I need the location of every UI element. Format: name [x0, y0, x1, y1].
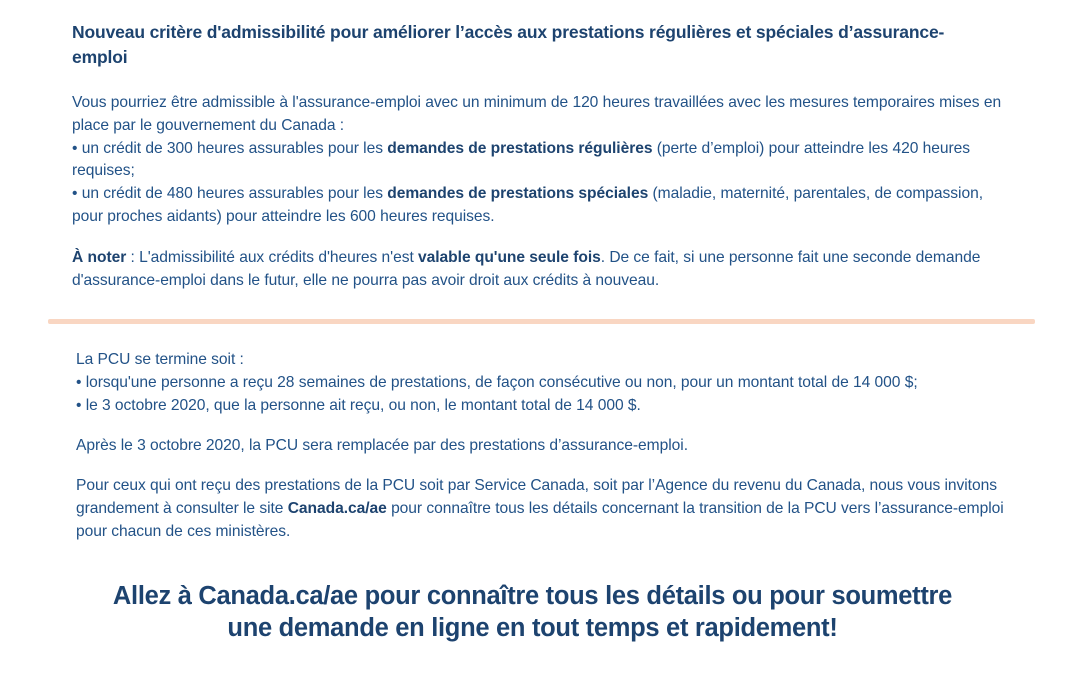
paragraph-pcu-replacement: Après le 3 octobre 2020, la PCU sera remplacée par des prestations d’assurance-emploi.: [76, 436, 688, 454]
paragraph-pcu-transition: [76, 475, 1012, 544]
paragraph-pcu-end-conditions: [76, 349, 1012, 418]
bullet-special-benefits-pre: • un crédit de 480 heures assurables pour les: [72, 185, 388, 203]
transition-text-part-1: Pour ceux qui ont reçu des prestations de la PCU soit par Service Canada, soit par l’Agence du revenu du Canada, nous vous invitons grandement à consulter le site: [76, 476, 997, 517]
page-title: Nouveau critère d'admissibilité pour améliorer l’accès aux prestations régulières et spéciales d’assurance-emploi: [72, 22, 945, 67]
cta-line-1: Allez à Canada.ca/ae pour connaître tous les détails ou pour soumettre: [112, 582, 953, 610]
bullet-regular-benefits-pre: • un crédit de 300 heures assurables pour les: [72, 139, 388, 157]
note-emphasis: valable qu'une seule fois: [418, 249, 601, 267]
transition-text-part-2: pour connaître tous les détails concernant la transition de la PCU vers l’assurance-emploi pour chacun de ces ministères.: [76, 499, 1004, 540]
note-label: À noter: [72, 249, 127, 267]
bullet-special-benefits-bold: demandes de prestations spéciales: [387, 185, 649, 203]
pcu-bullet-date: • le 3 octobre 2020, que la personne ait reçu, ou non, le montant total de 14 000 $.: [76, 396, 641, 414]
paragraph-note: [72, 247, 1008, 293]
note-text-part-2: . De ce fait, si une personne fait une seconde demande d'assurance-emploi dans le futur, elle ne pourra pas avoir droit aux crédits à nouveau.: [72, 249, 981, 290]
cta-line-2: une demande en ligne en tout temps et rapidement!: [227, 614, 838, 643]
section-divider: [48, 319, 1035, 324]
paragraph-eligibility-criteria: [72, 92, 1008, 230]
paragraph-text-intro: Vous pourriez être admissible à l'assurance-emploi avec un minimum de 120 heures travaillées avec les mesures temporaires mises en place par le gouvernement du Canada :: [72, 93, 1002, 134]
bullet-regular-benefits-post: (perte d’emploi) pour atteindre les 420 heures requises;: [72, 139, 970, 180]
pcu-bullet-weeks: • lorsqu'une personne a reçu 28 semaines de prestations, de façon consécutive ou non, pour un montant total de 14 000 $;: [76, 373, 918, 391]
section-pcu: [76, 349, 1012, 560]
section-ei-eligibility: [72, 20, 1008, 293]
call-to-action: [60, 580, 1005, 644]
pcu-intro-text: La PCU se termine soit :: [76, 351, 244, 368]
bullet-special-benefits-post: (maladie, maternité, parentales, de compassion, pour proches aidants) pour atteindre les 600 heures requises.: [72, 185, 983, 226]
canada-ca-ae-link[interactable]: Canada.ca/ae: [287, 499, 387, 517]
note-text-part-1: : L'admissibilité aux crédits d'heures n'est: [126, 249, 419, 267]
bullet-regular-benefits-bold: demandes de prestations régulières: [387, 139, 653, 157]
